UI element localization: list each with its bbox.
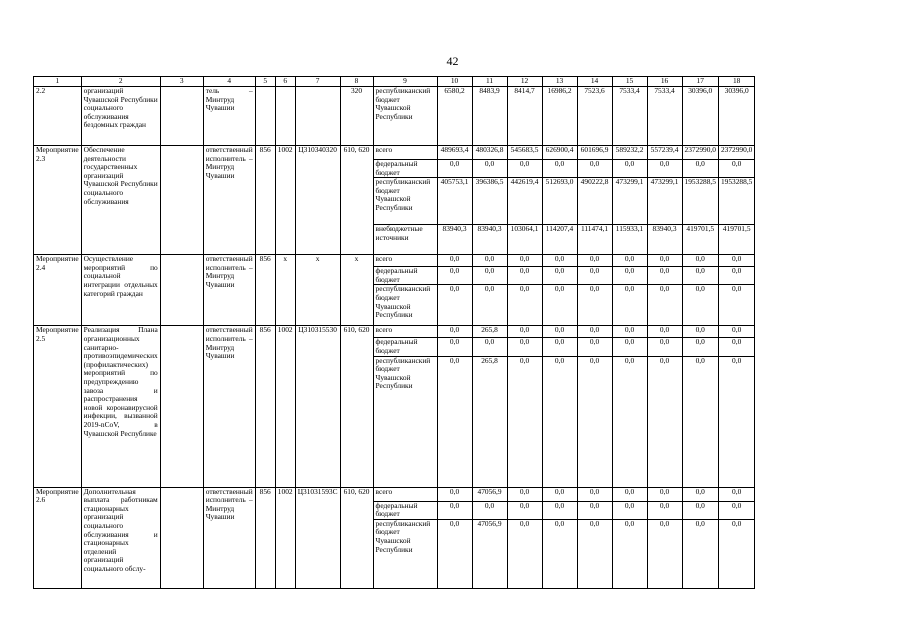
value-cell: 0,0: [472, 285, 507, 326]
value-cell: 0,0: [542, 356, 577, 487]
value-cell: 0,0: [437, 255, 472, 267]
value-cell: 557239,4: [647, 146, 682, 160]
value-cell: 7523,6: [577, 87, 612, 146]
value-cell: 0,0: [682, 326, 718, 338]
value-cell: 8483,9: [472, 87, 507, 146]
value-cell: 0,0: [472, 160, 507, 178]
header-cell: 1: [34, 77, 82, 87]
executor-cell: ответственный исполнитель – Минтруд Чувашии: [203, 255, 255, 326]
grbs-code: 856: [255, 326, 275, 487]
value-cell: 0,0: [718, 285, 754, 326]
funding-source: республиканский бюджет Чувашской Республики: [373, 285, 437, 326]
value-cell: 0,0: [612, 160, 647, 178]
value-cell: 0,0: [718, 487, 754, 501]
value-cell: 0,0: [472, 255, 507, 267]
value-cell: 0,0: [647, 160, 682, 178]
value-cell: 0,0: [437, 501, 472, 519]
value-cell: 8414,7: [507, 87, 542, 146]
value-cell: 111474,1: [577, 225, 612, 255]
executor-cell: тель – Минтруд Чувашии: [203, 87, 255, 146]
csr-code: х: [295, 255, 340, 326]
value-cell: 0,0: [577, 356, 612, 487]
grbs-code: [255, 87, 275, 146]
value-cell: 480326,8: [472, 146, 507, 160]
value-cell: 512693,0: [542, 178, 577, 225]
value-cell: 30396,0: [682, 87, 718, 146]
value-cell: 0,0: [542, 255, 577, 267]
value-cell: 0,0: [682, 255, 718, 267]
value-cell: 0,0: [647, 356, 682, 487]
funding-source: федеральный бюджет: [373, 267, 437, 285]
value-cell: 0,0: [647, 255, 682, 267]
table-row: [34, 326, 755, 338]
grbs-code: 856: [255, 255, 275, 326]
value-cell: 0,0: [577, 255, 612, 267]
value-cell: 0,0: [682, 519, 718, 588]
value-cell: 0,0: [577, 267, 612, 285]
header-cell: 5: [255, 77, 275, 87]
value-cell: 0,0: [718, 356, 754, 487]
funding-source: федеральный бюджет: [373, 338, 437, 356]
value-cell: 6580,2: [437, 87, 472, 146]
value-cell: 0,0: [507, 160, 542, 178]
value-cell: 545683,5: [507, 146, 542, 160]
value-cell: 0,0: [472, 267, 507, 285]
value-cell: 0,0: [718, 326, 754, 338]
header-cell: 7: [295, 77, 340, 87]
value-cell: 0,0: [577, 501, 612, 519]
value-cell: 0,0: [437, 519, 472, 588]
value-cell: 1953288,5: [718, 178, 754, 225]
measure-name: Реализация Плана организационных санитарно-противоэпидемических (профилактических) мероприятий по предупреждению завоза и распространения новой коронавирусной инфекции, вызванной 2019-nCoV, в Чувашской Республике: [81, 326, 160, 487]
value-cell: 0,0: [647, 338, 682, 356]
value-cell: 0,0: [542, 519, 577, 588]
value-cell: 0,0: [612, 255, 647, 267]
grbs-code: 856: [255, 487, 275, 588]
table-row: [34, 487, 755, 501]
value-cell: 0,0: [718, 519, 754, 588]
value-cell: 0,0: [612, 519, 647, 588]
funding-source: всего: [373, 487, 437, 501]
value-cell: 0,0: [437, 267, 472, 285]
value-cell: 0,0: [507, 267, 542, 285]
rzpr-code: х: [275, 255, 295, 326]
value-cell: 1953288,5: [682, 178, 718, 225]
value-cell: 396386,5: [472, 178, 507, 225]
header-cell: 13: [542, 77, 577, 87]
funding-source: всего: [373, 255, 437, 267]
measure-name: организаций Чувашской Республики социального обслуживания бездомных граждан: [81, 87, 160, 146]
value-cell: 0,0: [577, 326, 612, 338]
value-cell: 0,0: [682, 285, 718, 326]
value-cell: 473299,1: [612, 178, 647, 225]
value-cell: 0,0: [682, 501, 718, 519]
value-cell: 601696,9: [577, 146, 612, 160]
value-cell: 589232,2: [612, 146, 647, 160]
header-cell: 15: [612, 77, 647, 87]
csr-code: Ц310340320: [295, 146, 340, 255]
value-cell: 0,0: [718, 267, 754, 285]
vr-code: 610, 620: [340, 326, 373, 487]
value-cell: 489693,4: [437, 146, 472, 160]
value-cell: 0,0: [682, 160, 718, 178]
value-cell: 419701,5: [718, 225, 754, 255]
goal-cell: [160, 487, 203, 588]
value-cell: 47056,9: [472, 487, 507, 501]
value-cell: 0,0: [507, 255, 542, 267]
value-cell: 103064,1: [507, 225, 542, 255]
value-cell: 0,0: [612, 267, 647, 285]
value-cell: 0,0: [542, 326, 577, 338]
value-cell: 0,0: [507, 338, 542, 356]
value-cell: 0,0: [647, 487, 682, 501]
value-cell: 0,0: [542, 160, 577, 178]
value-cell: 0,0: [577, 160, 612, 178]
value-cell: 83940,3: [437, 225, 472, 255]
value-cell: 0,0: [437, 326, 472, 338]
value-cell: 0,0: [612, 487, 647, 501]
value-cell: 405753,1: [437, 178, 472, 225]
value-cell: 0,0: [472, 338, 507, 356]
value-cell: 0,0: [437, 285, 472, 326]
value-cell: 0,0: [507, 501, 542, 519]
value-cell: 0,0: [612, 501, 647, 519]
value-cell: 0,0: [612, 285, 647, 326]
page-number: 42: [446, 54, 459, 68]
rzpr-code: 1002: [275, 326, 295, 487]
value-cell: 7533,4: [612, 87, 647, 146]
csr-code: Ц31031593С: [295, 487, 340, 588]
value-cell: 0,0: [682, 338, 718, 356]
value-cell: 0,0: [577, 519, 612, 588]
value-cell: 2372990,0: [682, 146, 718, 160]
header-cell: 9: [373, 77, 437, 87]
funding-source: республиканский бюджет Чувашской Республики: [373, 519, 437, 588]
vr-code: 610, 620: [340, 487, 373, 588]
value-cell: 0,0: [682, 356, 718, 487]
goal-cell: [160, 326, 203, 487]
goal-cell: [160, 255, 203, 326]
value-cell: 0,0: [437, 356, 472, 487]
csr-code: Ц310315530: [295, 326, 340, 487]
value-cell: 0,0: [437, 487, 472, 501]
value-cell: 0,0: [647, 519, 682, 588]
value-cell: 0,0: [647, 267, 682, 285]
value-cell: 114207,4: [542, 225, 577, 255]
value-cell: 0,0: [682, 267, 718, 285]
value-cell: 0,0: [612, 326, 647, 338]
grbs-code: 856: [255, 146, 275, 255]
value-cell: 0,0: [507, 519, 542, 588]
funding-source: республиканский бюджет Чувашской Республики: [373, 356, 437, 487]
header-cell: 16: [647, 77, 682, 87]
value-cell: 0,0: [718, 160, 754, 178]
rzpr-code: 1002: [275, 146, 295, 255]
value-cell: 265,8: [472, 356, 507, 487]
executor-cell: ответственный исполнитель – Минтруд Чувашии: [203, 487, 255, 588]
value-cell: 0,0: [682, 487, 718, 501]
vr-code: 610, 620: [340, 146, 373, 255]
value-cell: 0,0: [647, 501, 682, 519]
funding-source: федеральный бюджет: [373, 160, 437, 178]
measure-id: Мероприятие 2.4: [34, 255, 82, 326]
value-cell: 0,0: [542, 338, 577, 356]
value-cell: 0,0: [577, 338, 612, 356]
measure-id: Мероприятие 2.5: [34, 326, 82, 487]
table-row: [34, 87, 755, 146]
value-cell: 0,0: [437, 338, 472, 356]
value-cell: 265,8: [472, 326, 507, 338]
value-cell: 2372990,0: [718, 146, 754, 160]
funding-source: республиканский бюджет Чувашской Республики: [373, 178, 437, 225]
measure-id: 2.2: [34, 87, 82, 146]
value-cell: 16986,2: [542, 87, 577, 146]
value-cell: 115933,1: [612, 225, 647, 255]
header-cell: 2: [81, 77, 160, 87]
table-row: [34, 146, 755, 160]
value-cell: 0,0: [542, 487, 577, 501]
value-cell: 0,0: [437, 160, 472, 178]
funding-source: всего: [373, 326, 437, 338]
table-body: [34, 77, 755, 589]
goal-cell: [160, 87, 203, 146]
header-cell: 17: [682, 77, 718, 87]
header-cell: 12: [507, 77, 542, 87]
value-cell: 490222,8: [577, 178, 612, 225]
measure-name: Осуществление мероприятий по социальной интеграции отдельных категорий граждан: [81, 255, 160, 326]
funding-source: республиканский бюджет Чувашской Республики: [373, 87, 437, 146]
value-cell: 83940,3: [647, 225, 682, 255]
value-cell: 47056,9: [472, 519, 507, 588]
value-cell: 0,0: [647, 326, 682, 338]
header-row: [34, 77, 755, 87]
funding-source: федеральный бюджет: [373, 501, 437, 519]
value-cell: 0,0: [542, 501, 577, 519]
value-cell: 0,0: [577, 285, 612, 326]
header-cell: 4: [203, 77, 255, 87]
header-cell: 14: [577, 77, 612, 87]
measure-name: Дополнительная выплата работникам стационарных организаций социального обслуживания и стационарных отделений организаций социального обслу-: [81, 487, 160, 588]
value-cell: 0,0: [718, 255, 754, 267]
value-cell: 442619,4: [507, 178, 542, 225]
header-cell: 11: [472, 77, 507, 87]
header-cell: 6: [275, 77, 295, 87]
value-cell: 7533,4: [647, 87, 682, 146]
header-cell: 3: [160, 77, 203, 87]
value-cell: 0,0: [612, 338, 647, 356]
value-cell: 0,0: [718, 338, 754, 356]
header-cell: 10: [437, 77, 472, 87]
table-row: [34, 255, 755, 267]
value-cell: 83940,3: [472, 225, 507, 255]
value-cell: 0,0: [507, 285, 542, 326]
header-cell: 8: [340, 77, 373, 87]
vr-code: 320: [340, 87, 373, 146]
funding-source: всего: [373, 146, 437, 160]
csr-code: [295, 87, 340, 146]
rzpr-code: 1002: [275, 487, 295, 588]
value-cell: 0,0: [507, 356, 542, 487]
goal-cell: [160, 146, 203, 255]
value-cell: 0,0: [542, 267, 577, 285]
header-cell: 18: [718, 77, 754, 87]
measure-id: Мероприятие 2.6: [34, 487, 82, 588]
measure-id: Мероприятие 2.3: [34, 146, 82, 255]
value-cell: 626900,4: [542, 146, 577, 160]
value-cell: 473299,1: [647, 178, 682, 225]
value-cell: 30396,0: [718, 87, 754, 146]
value-cell: 0,0: [542, 285, 577, 326]
vr-code: х: [340, 255, 373, 326]
value-cell: 0,0: [507, 487, 542, 501]
value-cell: 0,0: [612, 356, 647, 487]
funding-source: внебюджетные источники: [373, 225, 437, 255]
executor-cell: ответственный исполнитель – Минтруд Чувашии: [203, 146, 255, 255]
value-cell: 0,0: [507, 326, 542, 338]
value-cell: 0,0: [472, 501, 507, 519]
budget-table: [33, 76, 755, 589]
value-cell: 419701,5: [682, 225, 718, 255]
value-cell: 0,0: [577, 487, 612, 501]
rzpr-code: [275, 87, 295, 146]
executor-cell: ответственный исполнитель – Минтруд Чувашии: [203, 326, 255, 487]
value-cell: 0,0: [718, 501, 754, 519]
value-cell: 0,0: [647, 285, 682, 326]
measure-name: Обеспечение деятельности государственных организаций Чувашской Республики социального обслуживания: [81, 146, 160, 255]
